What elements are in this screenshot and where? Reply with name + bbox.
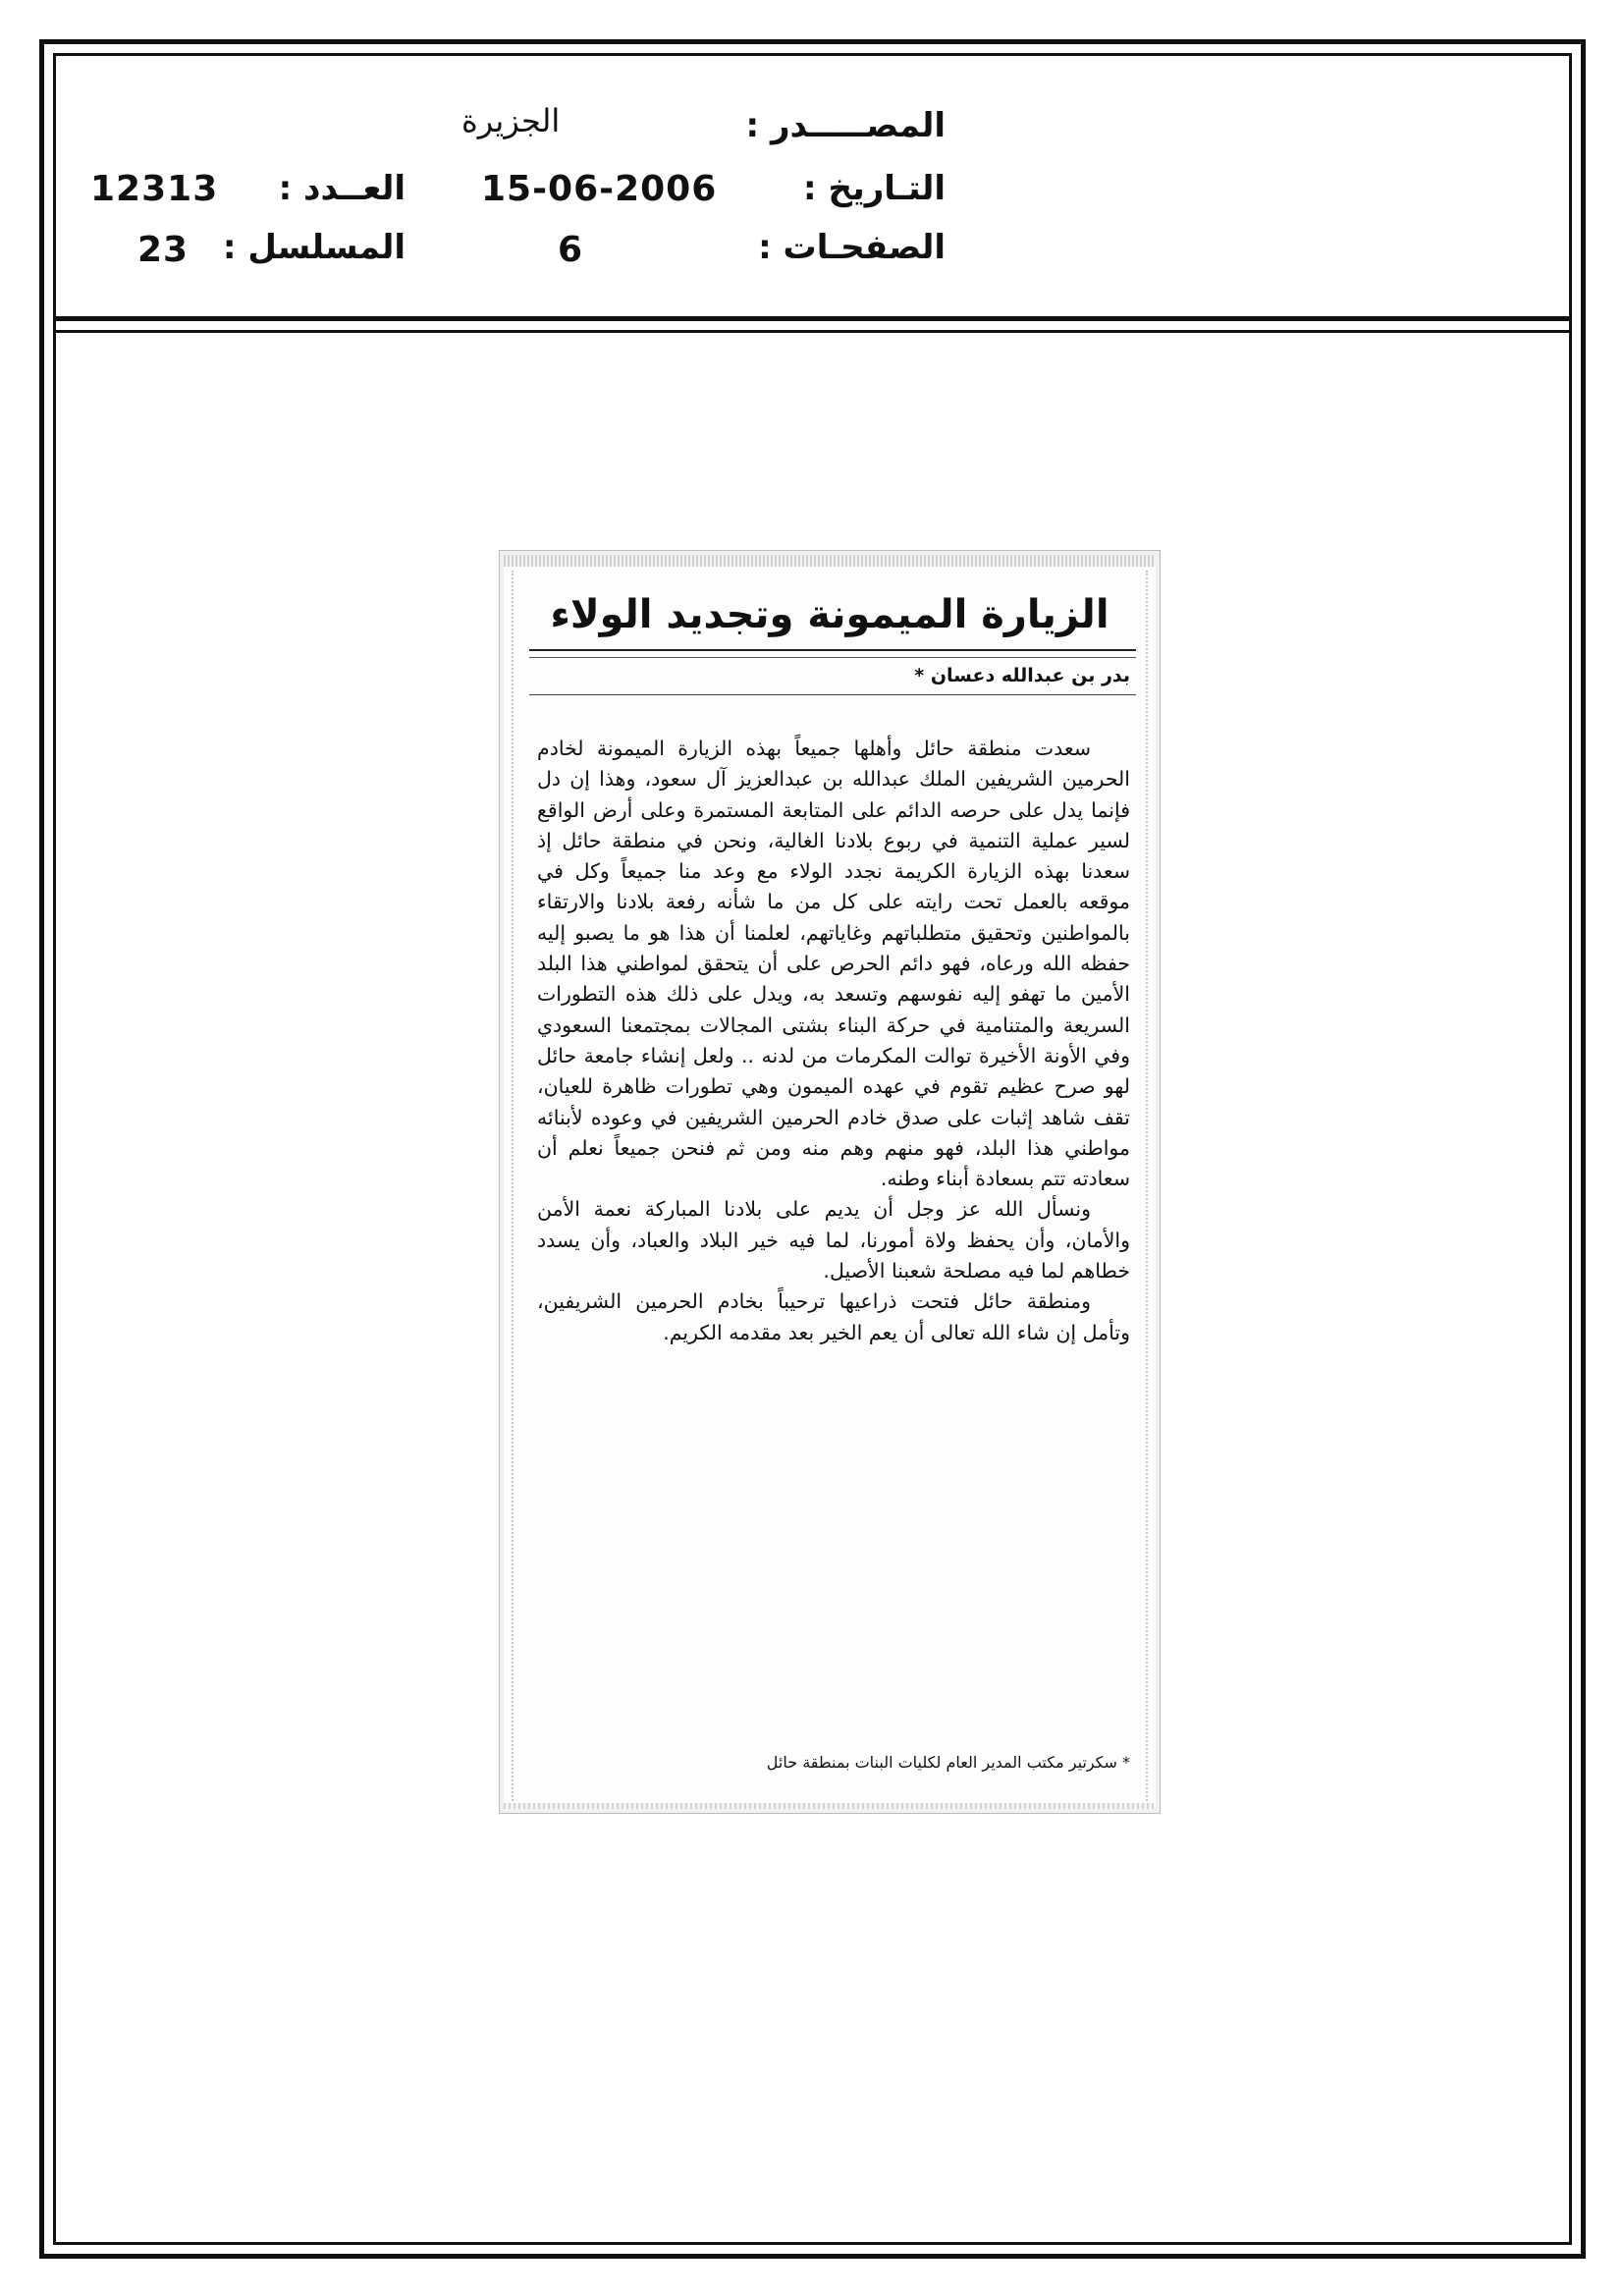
source-label: المصـــــدر : xyxy=(745,106,946,145)
article-footnote: * سكرتير مكتب المدير العام لكليات البنات بمنطقة حائل xyxy=(766,1753,1130,1772)
article-paragraph: ومنطقة حائل فتحت ذراعيها ترحيباً بخادم الحرمين الشريفين، وتأمل إن شاء الله تعالى أن يعم الخير بعد مقدمه الكريم. xyxy=(537,1289,1130,1344)
article-title: الزيارة الميمونة وتجديد الولاء xyxy=(550,592,1109,637)
clipping-edge-top xyxy=(504,555,1156,567)
date-label: التـاريخ : xyxy=(803,169,946,208)
header-divider-thin xyxy=(53,330,1572,333)
article-paragraph: ونسأل الله عز وجل أن يديم على بلادنا المباركة نعمة الأمن والأمان، وأن يحفظ ولاة أمورنا، لما فيه خير البلاد والعباد، وأن يسدد خطاهم لما فيه مصلحة شعبنا الأصيل. xyxy=(537,1197,1130,1284)
article-byline: بدر بن عبدالله دعسان * xyxy=(914,665,1130,686)
issue-value: 12313 xyxy=(90,169,219,209)
article-body xyxy=(537,734,1130,1348)
title-rule-thin xyxy=(529,657,1136,658)
header-divider xyxy=(53,316,1572,321)
pages-label: الصفحـات : xyxy=(758,228,946,267)
issue-label: العــدد : xyxy=(278,169,406,208)
newspaper-clipping xyxy=(499,550,1161,1814)
serial-value: 23 xyxy=(137,230,189,270)
pages-value: 6 xyxy=(558,230,584,270)
source-value: الجزيرة xyxy=(461,102,561,139)
byline-rule xyxy=(529,694,1136,695)
title-rule xyxy=(529,649,1136,651)
date-value: 15-06-2006 xyxy=(481,169,718,209)
clipping-edge-bottom xyxy=(504,1803,1156,1809)
serial-label: المسلسل : xyxy=(222,228,406,267)
article-paragraph: سعدت منطقة حائل وأهلها جميعاً بهذه الزيارة الميمونة لخادم الحرمين الشريفين الملك عبدالله بن عبدالعزيز آل سعود، وهذا إن دل فإنما يدل على حرصه الدائم على المتابعة المستمرة وعلى أرض الواقع لسير عملية التنمية في ربوع بلادنا الغالية، ونحن في منطقة حائل إذ سعدنا بهذه الزيارة الكريمة نجدد الولاء مع وعد منا جميعاً وكل في موقعه بالعمل تحت رايته على كل من ما شأنه رفعة بلادنا والارتقاء بالمواطنين وتحقيق متطلباتهم وغاياتهم، لعلمنا أن هذا هو ما يصبو إليه حفظه الله ورعاه، فهو دائم الحرص على أن يتحقق لمواطني هذا البلد الأمين ما تهفو إليه نفوسهم وتسعد به، ويدل على ذلك هذه التطورات السريعة والمتنامية في حركة البناء بشتى المجالات بمجتمعنا السعودي وفي الأونة الأخيرة توالت المكرمات من لدنه .. ولعل إنشاء جامعة حائل لهو صرح عظيم تقوم في عهده الميمون وهي تطورات ظاهرة للعيان، تقف شاهد إثبات على صدق خادم الحرمين الشريفين في وعوده لأبنائه مواطني هذا البلد، فهو منهم وهم منه ومن ثم فنحن جميعاً نعلم أن سعادته تتم بسعادة أبناء وطنه. xyxy=(537,737,1130,1191)
